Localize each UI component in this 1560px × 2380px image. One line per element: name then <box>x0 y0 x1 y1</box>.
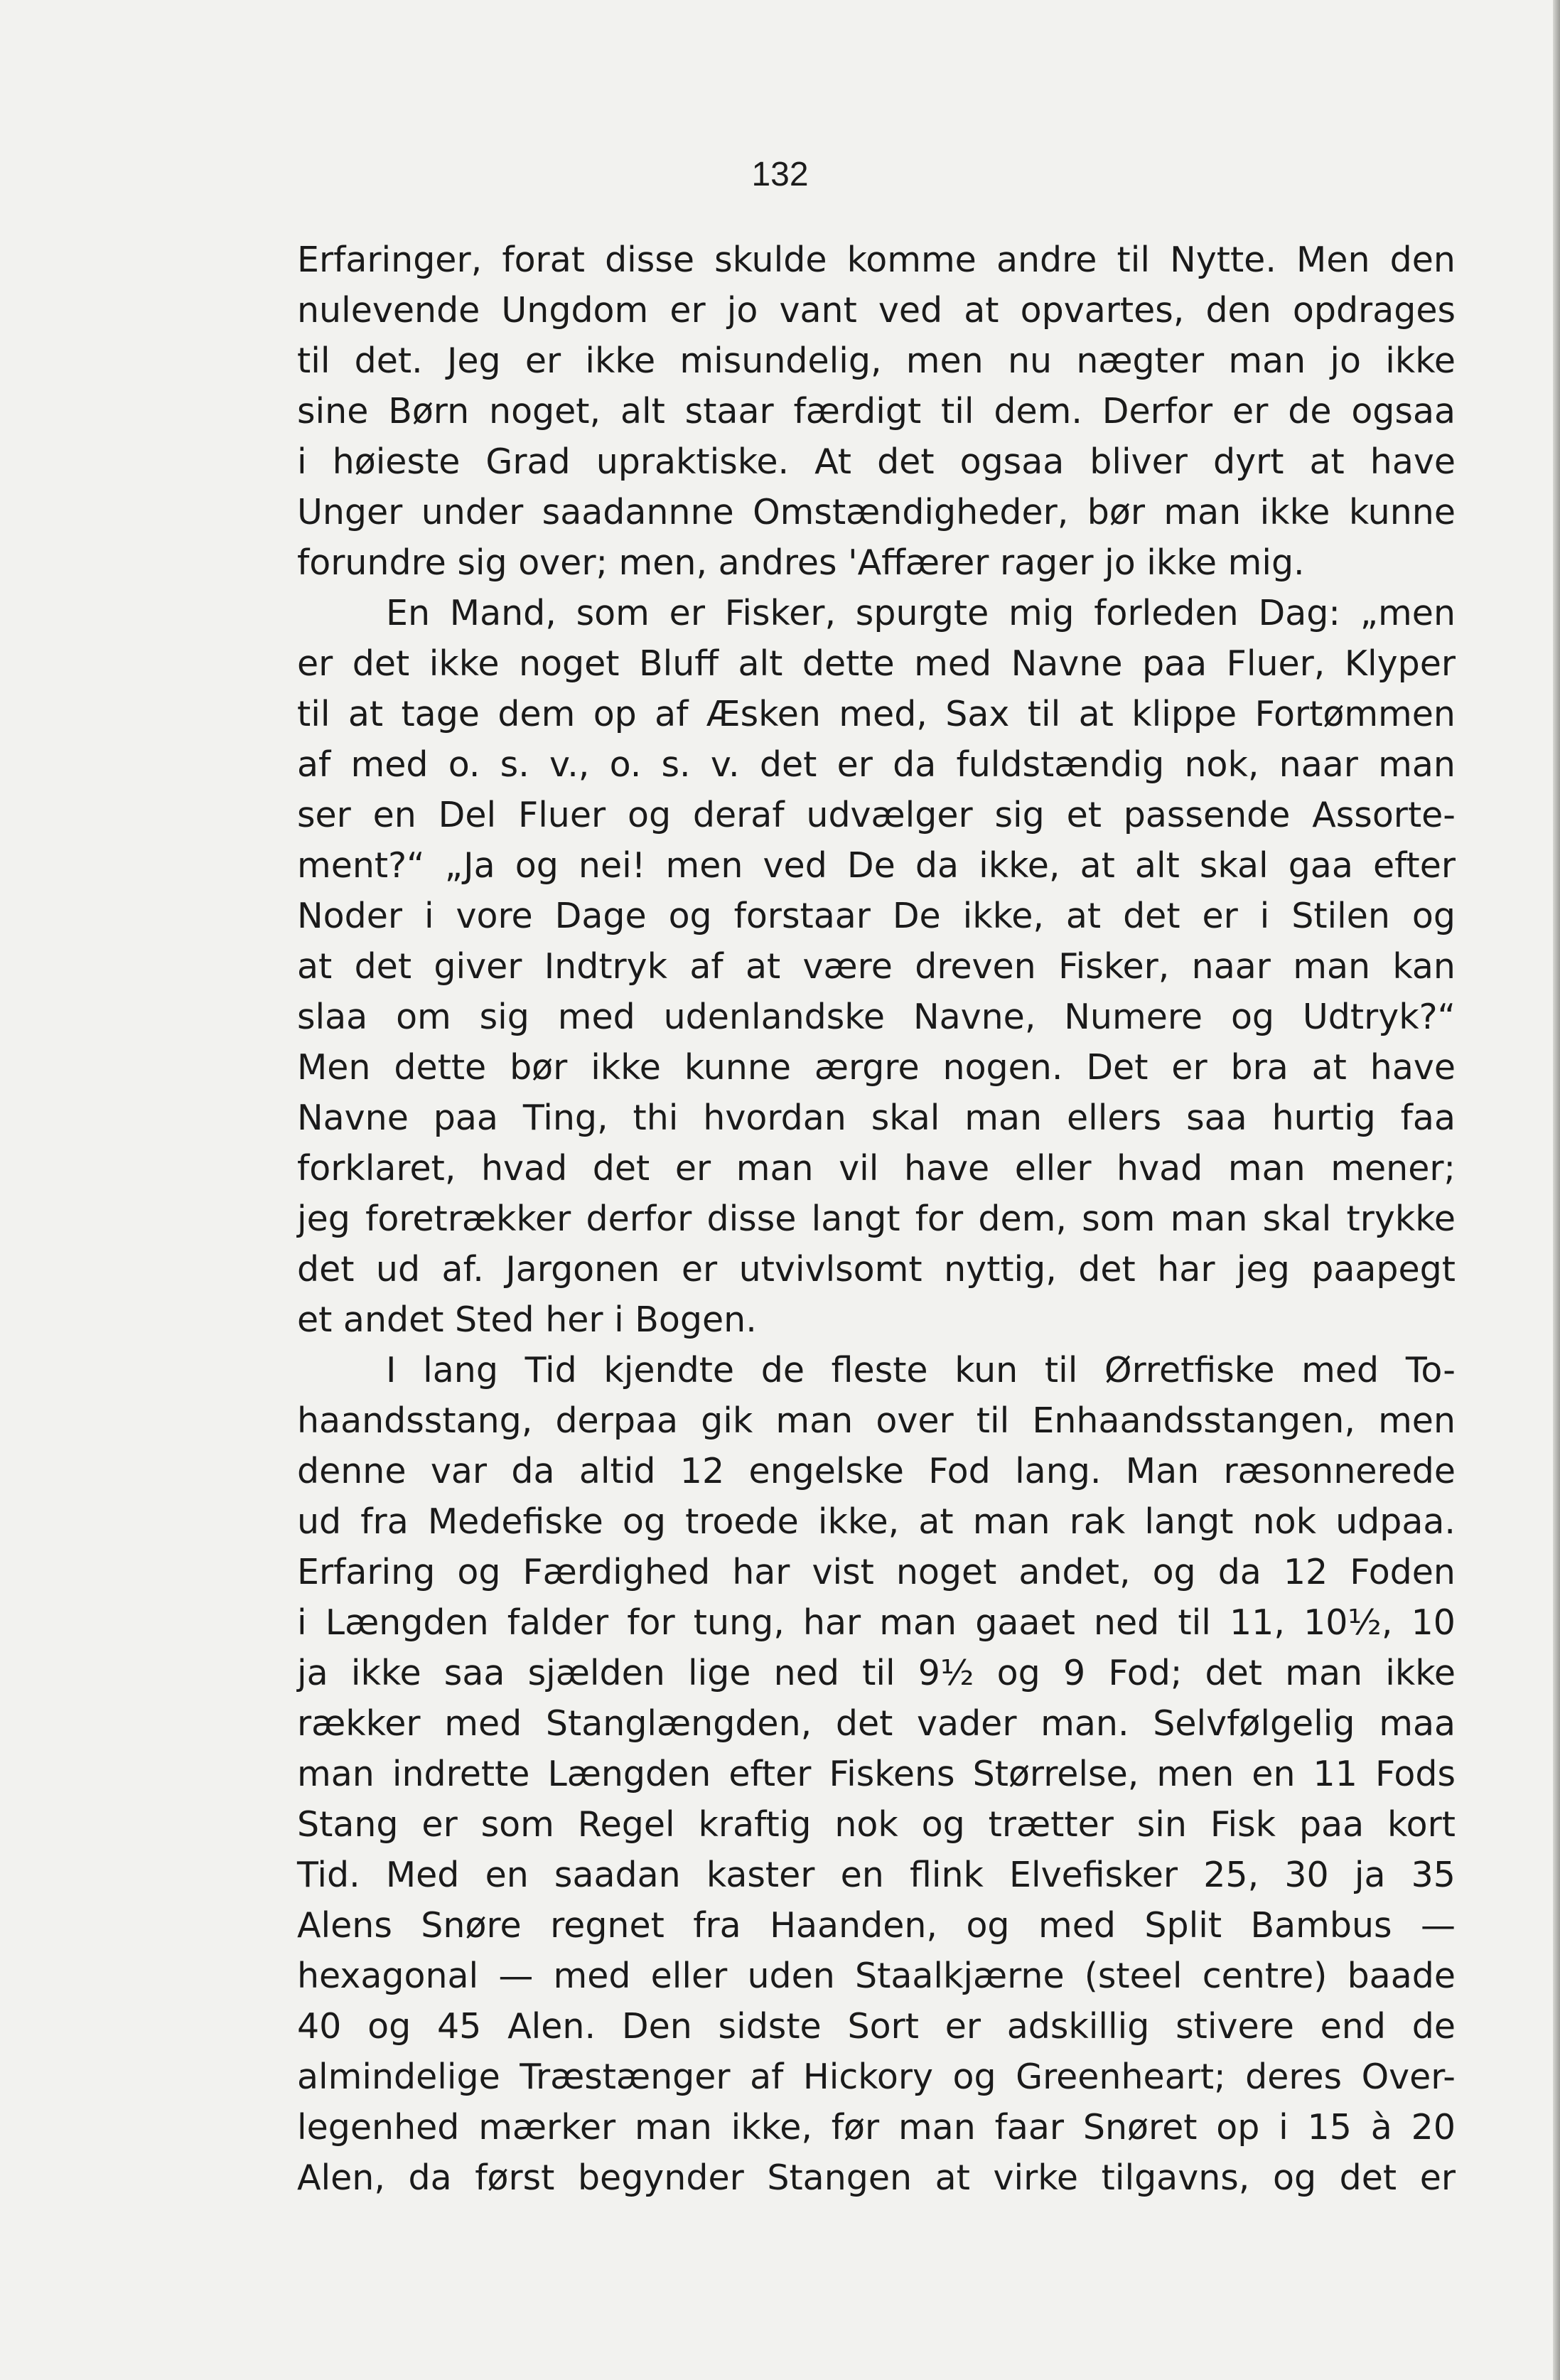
page-number: 132 <box>751 156 809 193</box>
text-line: i høieste Grad upraktiske. At det ogsaa bliver dyrt at have <box>297 441 1456 482</box>
page-edge-shadow <box>1553 0 1560 2380</box>
text-line: slaa om sig med udenlandske Navne, Numere og Udtryk?“ <box>297 997 1456 1037</box>
text-line: Alen, da først begynder Stangen at virke tilgavns, og det er <box>297 2157 1456 2198</box>
text-line: legenhed mærker man ikke, før man faar Snøret op i 15 à 20 <box>297 2107 1456 2148</box>
text-line: haandsstang, derpaa gik man over til Enhaandsstangen, men <box>297 1400 1456 1441</box>
text-line: En Mand, som er Fisker, spurgte mig forleden Dag: „men <box>386 593 1456 633</box>
text-line: at det giver Indtryk af at være dreven Fisker, naar man kan <box>297 946 1456 987</box>
text-line: forklaret, hvad det er man vil have eller hvad man mener; <box>297 1148 1456 1189</box>
text-line: man indrette Længden efter Fiskens Størrelse, men en 11 Fods <box>297 1754 1456 1794</box>
text-line: almindelige Træstænger af Hickory og Greenheart; deres Over- <box>297 2057 1456 2097</box>
text-line: Alens Snøre regnet fra Haanden, og med Split Bambus — <box>297 1905 1456 1946</box>
text-line: hexagonal — med eller uden Staalkjærne (steel centre) baade <box>297 1956 1456 1996</box>
text-line: nulevende Ungdom er jo vant ved at opvartes, den opdrages <box>297 290 1456 331</box>
text-line: Tid. Med en saadan kaster en flink Elvefisker 25, 30 ja 35 <box>297 1855 1456 1895</box>
text-line: Navne paa Ting, thi hvordan skal man ellers saa hurtig faa <box>297 1098 1456 1138</box>
text-line: af med o. s. v., o. s. v. det er da fuldstændig nok, naar man <box>297 744 1456 785</box>
text-line: 40 og 45 Alen. Den sidste Sort er adskillig stivere end de <box>297 2006 1456 2047</box>
text-line: til at tage dem op af Æsken med, Sax til at klippe Fortømmen <box>297 694 1456 734</box>
text-line: ser en Del Fluer og deraf udvælger sig et passende Assorte- <box>297 795 1456 835</box>
text-line: Erfaring og Færdighed har vist noget andet, og da 12 Foden <box>297 1552 1456 1592</box>
text-line: Stang er som Regel kraftig nok og trætter sin Fisk paa kort <box>297 1804 1456 1845</box>
text-line: jeg foretrækker derfor disse langt for dem, som man skal trykke <box>297 1199 1456 1239</box>
text-line: ja ikke saa sjælden lige ned til 9½ og 9 Fod; det man ikke <box>297 1653 1456 1693</box>
text-line: et andet Sted her i Bogen. <box>297 1299 757 1340</box>
text-line: denne var da altid 12 engelske Fod lang. Man ræsonnerede <box>297 1451 1456 1491</box>
text-line: sine Børn noget, alt staar færdigt til dem. Derfor er de ogsaa <box>297 391 1456 431</box>
text-line: ud fra Medefiske og troede ikke, at man rak langt nok udpaa. <box>297 1501 1456 1542</box>
text-line: det ud af. Jargonen er utvivlsomt nyttig, det har jeg paapegt <box>297 1249 1456 1290</box>
text-line: er det ikke noget Bluff alt dette med Navne paa Fluer, Klyper <box>297 643 1456 684</box>
text-line: rækker med Stanglængden, det vader man. Selvfølgelig maa <box>297 1703 1456 1744</box>
text-line: Men dette bør ikke kunne ærgre nogen. Det er bra at have <box>297 1047 1456 1088</box>
text-line: i Længden falder for tung, har man gaaet ned til 11, 10½, 10 <box>297 1602 1456 1643</box>
body-text <box>297 235 1456 2203</box>
text-line: forundre sig over; men, andres 'Affærer rager jo ikke mig. <box>297 542 1305 583</box>
text-line: Unger under saadannne Omstændigheder, bør man ikke kunne <box>297 492 1456 532</box>
text-line: til det. Jeg er ikke misundelig, men nu nægter man jo ikke <box>297 341 1456 381</box>
text-line: Erfaringer, forat disse skulde komme andre til Nytte. Men den <box>297 240 1456 280</box>
text-line: Noder i vore Dage og forstaar De ikke, at det er i Stilen og <box>297 896 1456 936</box>
text-line: ment?“ „Ja og nei! men ved De da ikke, at alt skal gaa efter <box>297 845 1456 886</box>
text-line: I lang Tid kjendte de fleste kun til Ørretfiske med To- <box>386 1350 1456 1390</box>
